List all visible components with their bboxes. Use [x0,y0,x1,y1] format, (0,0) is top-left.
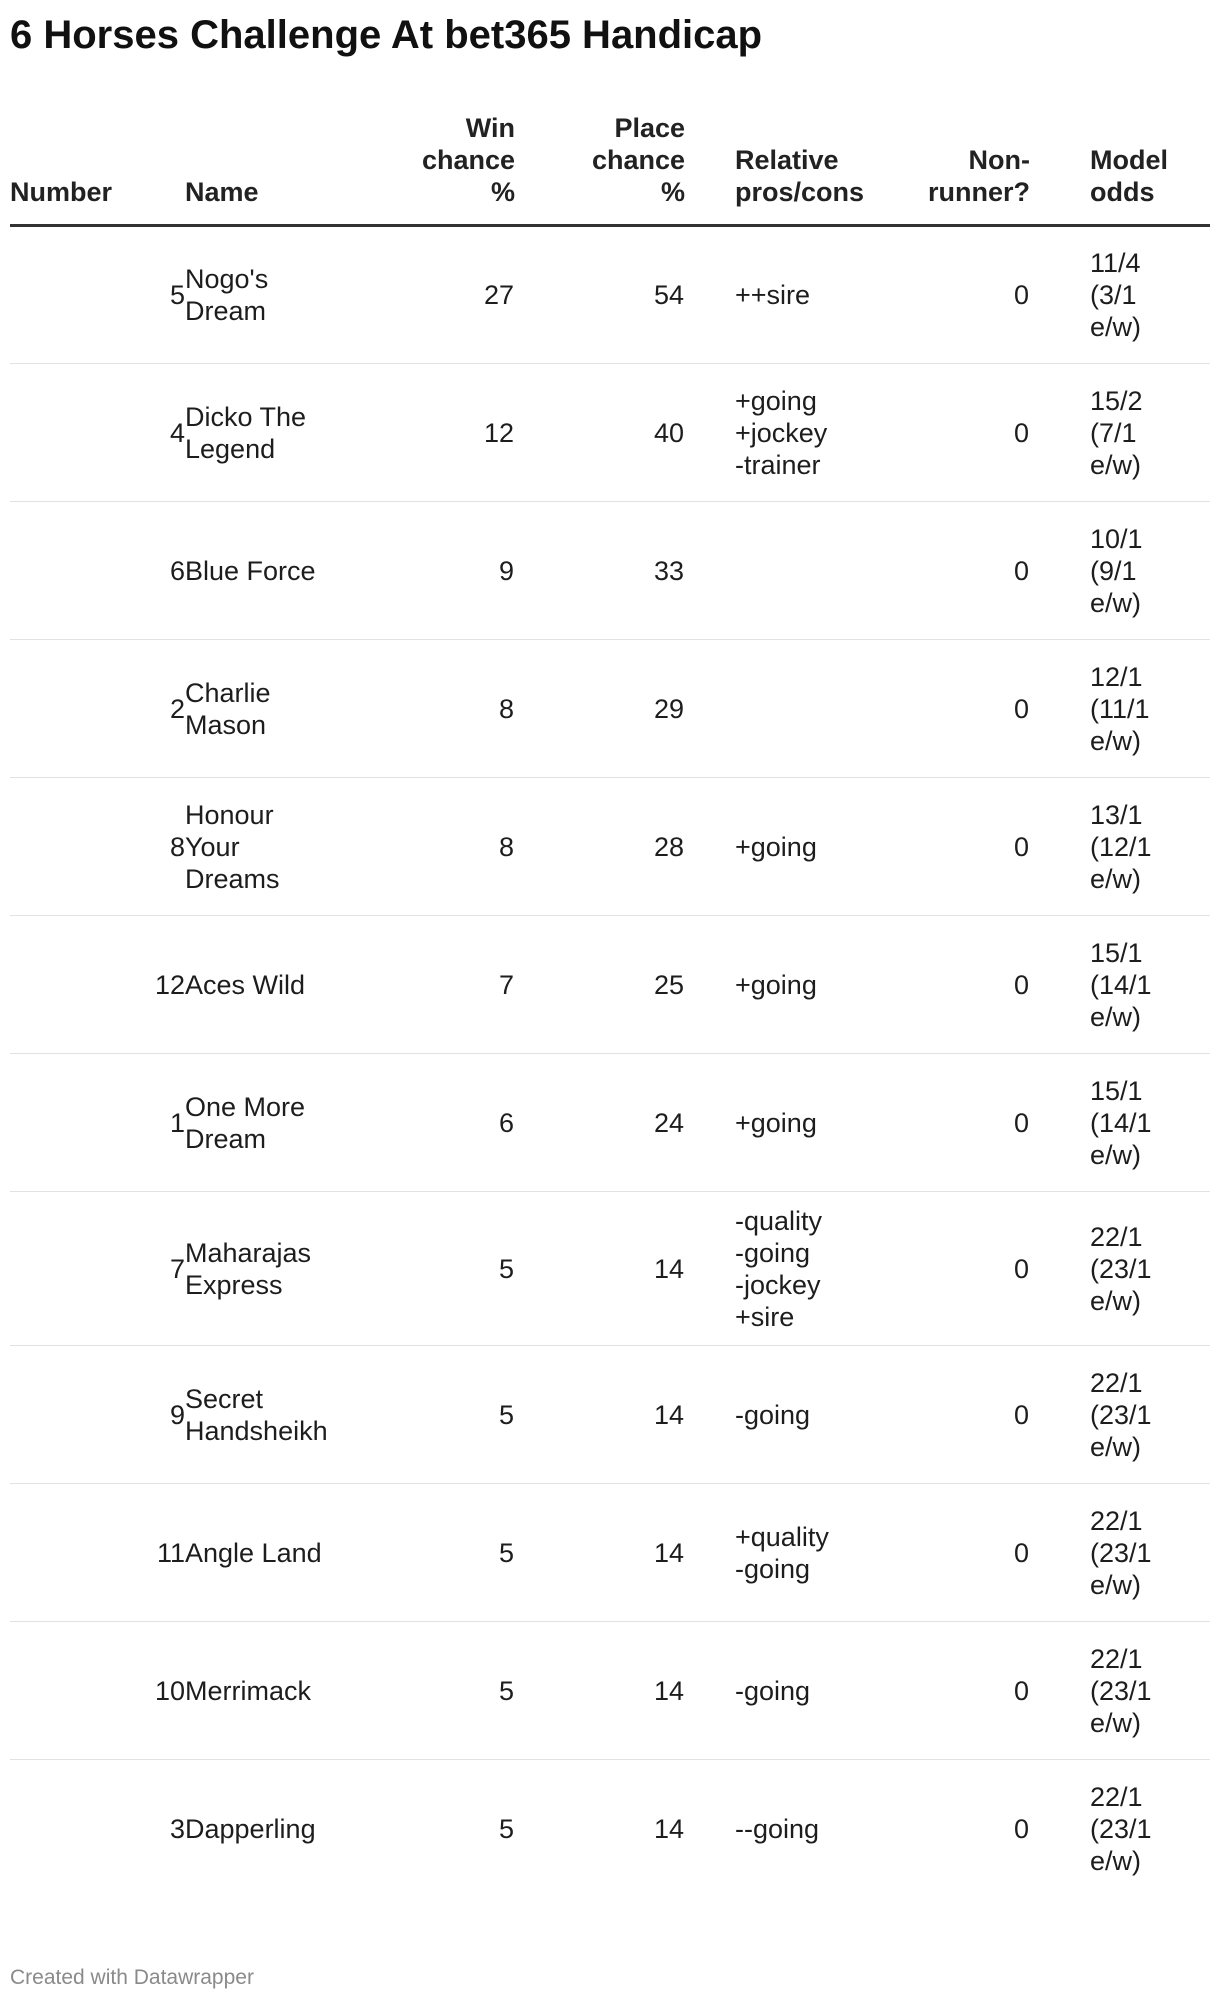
cell-place-chance: 29 [515,640,685,778]
cell-pros-cons: --going [735,1813,820,1844]
cell-non-runner: 0 [890,364,1030,502]
cell-name: Blue Force [185,502,375,640]
cell-number: 1 [10,1054,185,1192]
cell-non-runner: 0 [890,502,1030,640]
cell-win-chance: 5 [375,1484,515,1622]
cell-name: Secret Handsheikh [185,1346,375,1484]
table-header [10,112,1210,226]
cell-pros-cons: -going [685,1622,890,1760]
table-row [10,502,1210,640]
cell-win-chance: 9 [375,502,515,640]
cell-name: Nogo's Dream [185,226,375,364]
cell-win-chance: 7 [375,916,515,1054]
cell-non-runner: 0 [890,640,1030,778]
header-non-runner[interactable]: Non- runner? [890,112,1030,226]
cell-number: 4 [10,364,185,502]
cell-number: 3 [169,1813,185,1844]
header-place-chance[interactable]: Place chance % [515,112,685,226]
cell-number: 7 [10,1192,185,1346]
cell-place-chance: 14 [653,1813,684,1844]
cell-model-odds: 15/2 (7/1 e/w) [1030,364,1210,502]
cell-model-odds: 15/1 (14/1 e/w) [1030,1054,1210,1192]
cell-name: Honour Your Dreams [185,778,375,916]
table-body [10,226,1210,1898]
cell-name: Dicko The Legend [185,364,375,502]
header-name[interactable]: Name [185,112,375,226]
table-row [10,640,1210,778]
cell-non-runner: 0 [890,1484,1030,1622]
cell-win-chance: 6 [375,1054,515,1192]
cell-non-runner: 0 [890,778,1030,916]
table-row [10,1192,1210,1346]
cell-pros-cons: +quality -going [685,1484,890,1622]
table-row [10,1484,1210,1622]
cell-name: Angle Land [185,1484,375,1622]
cell-number: 5 [10,226,185,364]
cell-place-chance: 24 [515,1054,685,1192]
cell-place-chance: 25 [515,916,685,1054]
cell-number: 10 [10,1622,185,1760]
cell-name: Aces Wild [185,916,375,1054]
cell-win-chance: 5 [375,1192,515,1346]
cell-model-odds: 22/1 (23/1 e/w) [1090,1781,1152,1876]
table-row [10,364,1210,502]
cell-win-chance: 8 [375,640,515,778]
cell-win-chance: 5 [375,1346,515,1484]
cell-pros-cons: -going [685,1346,890,1484]
cell-pros-cons [685,640,890,778]
cell-non-runner: 0 [890,226,1030,364]
cell-model-odds: 15/1 (14/1 e/w) [1030,916,1210,1054]
header-model-odds[interactable]: Model odds [1030,112,1210,226]
cell-win-chance: 27 [375,226,515,364]
cell-name: Charlie Mason [185,640,375,778]
cell-non-runner: 0 [890,1054,1030,1192]
cell-pros-cons: +going [685,1054,890,1192]
chart-title: 6 Horses Challenge At bet365 Handicap [10,13,763,57]
cell-model-odds: 13/1 (12/1 e/w) [1030,778,1210,916]
table-row [10,226,1210,364]
cell-number: 2 [10,640,185,778]
header-pros-cons[interactable]: Relative pros/cons [685,112,890,226]
header-win-chance[interactable]: Win chance % [375,112,515,226]
table-row [10,1760,1210,1898]
cell-model-odds: 11/4 (3/1 e/w) [1030,226,1210,364]
cell-win-chance: 12 [375,364,515,502]
cell-number: 6 [10,502,185,640]
cell-number: 12 [10,916,185,1054]
cell-non-runner: 0 [890,1622,1030,1760]
cell-number: 8 [10,778,185,916]
header-row [10,112,1210,226]
cell-place-chance: 14 [515,1346,685,1484]
odds-table [10,112,1210,1898]
cell-number: 9 [10,1346,185,1484]
cell-model-odds: 22/1 (23/1 e/w) [1030,1192,1210,1346]
table-row [10,778,1210,916]
cell-model-odds: 22/1 (23/1 e/w) [1030,1346,1210,1484]
cell-pros-cons: +going [685,778,890,916]
cell-place-chance: 54 [515,226,685,364]
footer-credit[interactable]: Created with Datawrapper [10,1966,254,1989]
cell-number: 11 [10,1484,185,1622]
cell-model-odds: 22/1 (23/1 e/w) [1030,1484,1210,1622]
table-row [10,916,1210,1054]
cell-non-runner: 0 [1013,1813,1029,1844]
cell-name: One More Dream [185,1054,375,1192]
cell-model-odds: 22/1 (23/1 e/w) [1030,1622,1210,1760]
cell-model-odds: 10/1 (9/1 e/w) [1030,502,1210,640]
cell-name: Maharajas Express [185,1192,375,1346]
cell-name: Merrimack [185,1622,375,1760]
cell-place-chance: 14 [515,1622,685,1760]
header-number[interactable]: Number [10,112,185,226]
cell-non-runner: 0 [890,1346,1030,1484]
cell-non-runner: 0 [890,916,1030,1054]
cell-win-chance: 5 [498,1813,514,1844]
table-row [10,1622,1210,1760]
cell-pros-cons: +going +jockey -trainer [685,364,890,502]
cell-place-chance: 33 [515,502,685,640]
cell-pros-cons: -quality -going -jockey +sire [685,1192,890,1346]
table-row [10,1054,1210,1192]
cell-name: Dapperling [185,1813,316,1844]
cell-pros-cons [685,502,890,640]
cell-place-chance: 14 [515,1192,685,1346]
cell-place-chance: 14 [515,1484,685,1622]
cell-non-runner: 0 [890,1192,1030,1346]
table-row [10,1346,1210,1484]
cell-win-chance: 8 [375,778,515,916]
cell-pros-cons: +going [685,916,890,1054]
cell-place-chance: 28 [515,778,685,916]
cell-model-odds: 12/1 (11/1 e/w) [1030,640,1210,778]
cell-place-chance: 40 [515,364,685,502]
cell-pros-cons: ++sire [685,226,890,364]
cell-win-chance: 5 [375,1622,515,1760]
